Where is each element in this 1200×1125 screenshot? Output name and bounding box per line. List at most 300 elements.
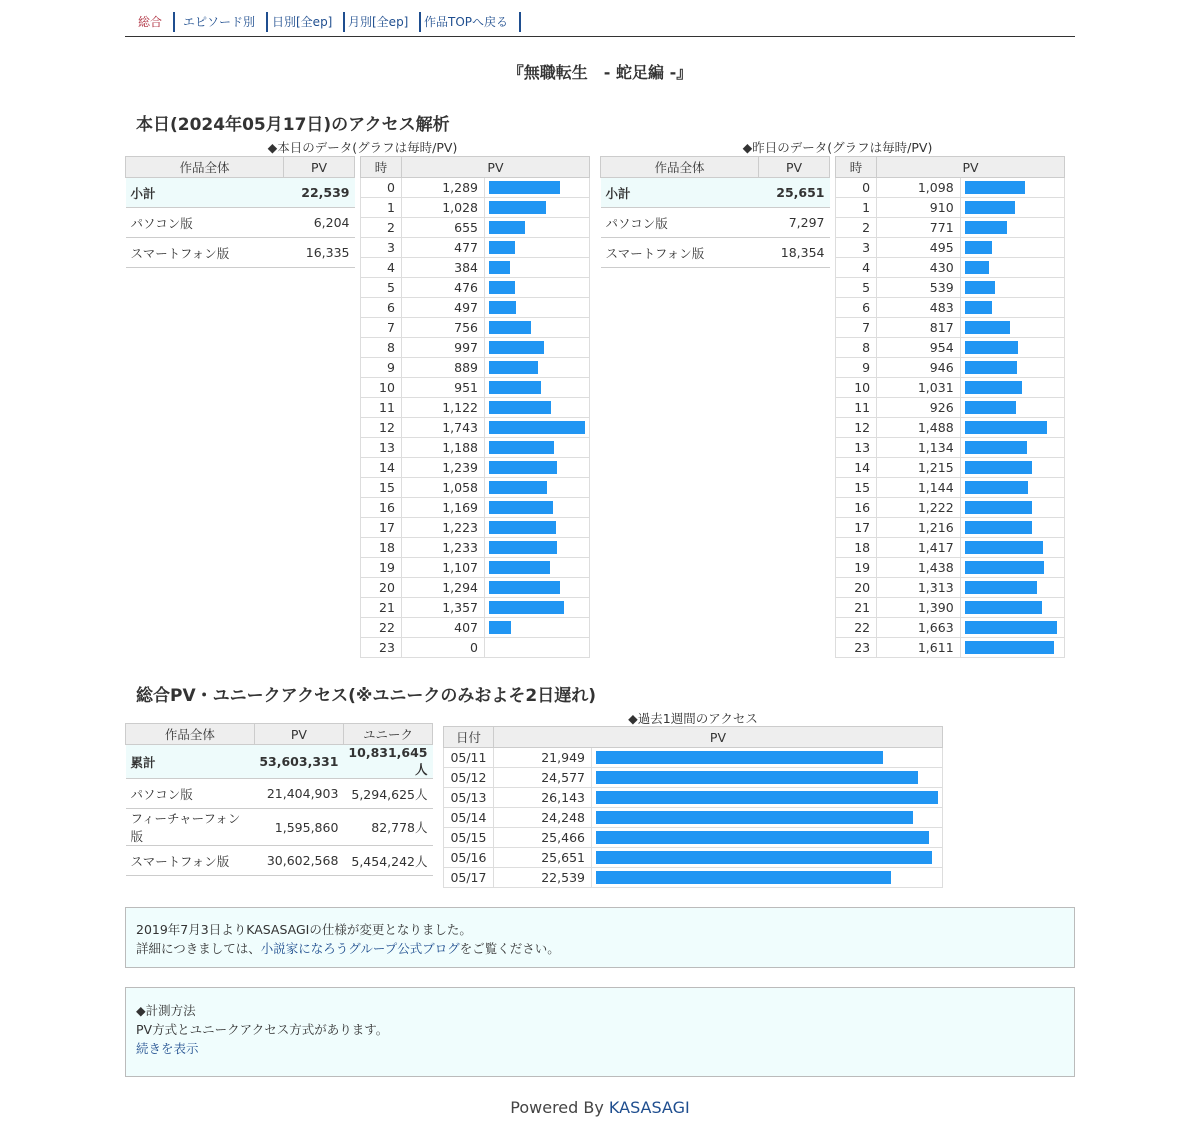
bar-cell <box>484 318 589 338</box>
pv-cell: 497 <box>401 298 484 318</box>
pv-cell: 997 <box>401 338 484 358</box>
pv-cell: 22,539 <box>493 868 591 888</box>
pv-cell: 1,222 <box>877 498 961 518</box>
week-row <box>444 768 943 788</box>
hour-cell: 12 <box>361 418 402 438</box>
hour-cell: 14 <box>836 458 877 478</box>
bar-cell <box>484 198 589 218</box>
hour-row <box>361 538 590 558</box>
hour-row <box>361 338 590 358</box>
pv-cell: 25,651 <box>493 848 591 868</box>
pv-bar <box>489 241 515 254</box>
hour-row <box>836 178 1065 198</box>
hour-row <box>836 478 1065 498</box>
bar-cell <box>484 298 589 318</box>
pv-bar <box>965 281 995 294</box>
bar-cell <box>960 398 1064 418</box>
pv-bar <box>489 581 560 594</box>
bar-cell <box>484 278 589 298</box>
bar-cell <box>591 808 942 828</box>
notice-line2 <box>136 939 560 957</box>
week-caption: ◆過去1週間のアクセス <box>628 711 758 726</box>
footer <box>125 1098 1075 1117</box>
bar-cell <box>484 518 589 538</box>
hour-cell: 14 <box>361 458 402 478</box>
hour-row <box>361 378 590 398</box>
hour-row <box>361 398 590 418</box>
pv-bar <box>965 561 1044 574</box>
bar-cell <box>960 638 1064 658</box>
hour-cell: 12 <box>836 418 877 438</box>
pv-cell: 1,233 <box>401 538 484 558</box>
hour-row <box>836 298 1065 318</box>
page-title: 『無職転生 - 蛇足編 -』 <box>507 63 693 82</box>
pv-cell: 910 <box>877 198 961 218</box>
pv-cell: 477 <box>401 238 484 258</box>
col-header: 時 <box>836 157 877 178</box>
pv-bar <box>489 401 551 414</box>
week-row <box>444 868 943 888</box>
pv-cell: 1,028 <box>401 198 484 218</box>
hour-row <box>361 198 590 218</box>
pv-bar <box>489 281 515 294</box>
hour-cell: 4 <box>361 258 402 278</box>
pv-cell: 1,216 <box>877 518 961 538</box>
bar-cell <box>484 618 589 638</box>
bar-cell <box>960 238 1064 258</box>
pv-bar <box>596 791 938 804</box>
col-header: PV <box>759 157 830 178</box>
bar-cell <box>484 238 589 258</box>
pv-cell: 817 <box>877 318 961 338</box>
pv-bar <box>965 461 1032 474</box>
bar-cell <box>960 358 1064 378</box>
row-value: 16,335 <box>284 238 355 268</box>
pv-bar <box>489 261 510 274</box>
hour-cell: 18 <box>361 538 402 558</box>
hour-row <box>836 498 1065 518</box>
col-header: 作品全体 <box>126 724 255 745</box>
pv-bar <box>489 561 550 574</box>
hour-row <box>836 198 1065 218</box>
pv-bar <box>489 381 541 394</box>
bar-cell <box>484 558 589 578</box>
col-header: 作品全体 <box>126 157 284 178</box>
bar-cell <box>484 538 589 558</box>
notice-line2-post: をご覧ください。 <box>459 941 560 956</box>
hour-cell: 2 <box>361 218 402 238</box>
hour-row <box>836 318 1065 338</box>
today-summary-table <box>125 156 355 268</box>
bar-cell <box>960 518 1064 538</box>
hour-cell: 0 <box>836 178 877 198</box>
hour-row <box>361 318 590 338</box>
bar-cell <box>484 438 589 458</box>
pv-cell: 1,098 <box>877 178 961 198</box>
official-blog-link[interactable]: 小説家になろうグループ公式ブログ <box>260 941 460 956</box>
hour-cell: 21 <box>836 598 877 618</box>
nav-daily[interactable]: 日別[全ep] <box>261 12 345 32</box>
hour-row <box>836 218 1065 238</box>
date-cell: 05/16 <box>444 848 494 868</box>
hour-row <box>361 278 590 298</box>
bar-cell <box>484 398 589 418</box>
pv-bar <box>965 541 1043 554</box>
bar-cell <box>484 418 589 438</box>
row-pv: 21,404,903 <box>254 779 343 809</box>
col-header: PV <box>877 157 1065 178</box>
hour-cell: 22 <box>836 618 877 638</box>
row-unique: 5,454,242人 <box>343 846 432 876</box>
hour-cell: 13 <box>836 438 877 458</box>
week-row <box>444 748 943 768</box>
nav-work-top[interactable]: 作品TOPへ戻る <box>413 12 521 32</box>
hour-cell: 17 <box>836 518 877 538</box>
pv-bar <box>965 341 1018 354</box>
hour-row <box>836 518 1065 538</box>
hour-row <box>361 498 590 518</box>
pv-bar <box>965 481 1028 494</box>
hour-cell: 15 <box>836 478 877 498</box>
pv-cell: 889 <box>401 358 484 378</box>
pv-cell: 1,058 <box>401 478 484 498</box>
pv-bar <box>965 401 1016 414</box>
hour-row <box>361 578 590 598</box>
hour-row <box>361 458 590 478</box>
kasasagi-link[interactable]: KASASAGI <box>608 1098 690 1117</box>
pv-cell: 24,248 <box>493 808 591 828</box>
pv-cell: 1,663 <box>877 618 961 638</box>
bar-cell <box>484 498 589 518</box>
bar-cell <box>484 218 589 238</box>
pv-cell: 407 <box>401 618 484 638</box>
pv-bar <box>489 501 553 514</box>
bar-cell <box>484 478 589 498</box>
hour-cell: 16 <box>361 498 402 518</box>
pv-cell: 1,488 <box>877 418 961 438</box>
bar-cell <box>960 538 1064 558</box>
hour-row <box>836 278 1065 298</box>
pv-cell: 655 <box>401 218 484 238</box>
hour-cell: 11 <box>361 398 402 418</box>
row-label: スマートフォン版 <box>126 238 284 268</box>
today-caption: ◆本日のデータ(グラフは毎時/PV) <box>267 140 458 155</box>
col-header: 日付 <box>444 727 494 748</box>
pv-bar <box>489 341 544 354</box>
hour-cell: 8 <box>361 338 402 358</box>
total-heading: 総合PV・ユニークアクセス(※ユニークのみおよそ2日遅れ) <box>136 686 596 706</box>
pv-cell: 1,357 <box>401 598 484 618</box>
nav-overall[interactable]: 総合 <box>127 12 175 32</box>
col-header: PV <box>254 724 343 745</box>
pv-bar <box>596 771 918 784</box>
col-header: 時 <box>361 157 402 178</box>
pv-bar <box>965 381 1022 394</box>
hour-row <box>836 398 1065 418</box>
pv-cell: 1,144 <box>877 478 961 498</box>
col-header: 作品全体 <box>601 157 759 178</box>
bar-cell <box>591 848 942 868</box>
date-cell: 05/11 <box>444 748 494 768</box>
hour-row <box>361 258 590 278</box>
hour-cell: 16 <box>836 498 877 518</box>
top-nav <box>125 8 1075 37</box>
bar-cell <box>960 198 1064 218</box>
hour-row <box>836 258 1065 278</box>
hour-cell: 19 <box>361 558 402 578</box>
hour-row <box>361 518 590 538</box>
pv-bar <box>489 321 531 334</box>
pv-cell: 954 <box>877 338 961 358</box>
pv-bar <box>489 421 585 434</box>
pv-bar <box>489 621 511 634</box>
bar-cell <box>484 338 589 358</box>
pv-bar <box>489 461 557 474</box>
pv-bar <box>965 521 1032 534</box>
footer-text: Powered By <box>510 1098 609 1117</box>
date-cell: 05/14 <box>444 808 494 828</box>
hour-row <box>836 538 1065 558</box>
hour-row <box>361 638 590 658</box>
pv-bar <box>965 581 1037 594</box>
hour-cell: 0 <box>361 178 402 198</box>
hour-cell: 20 <box>836 578 877 598</box>
hour-cell: 3 <box>836 238 877 258</box>
week-row <box>444 808 943 828</box>
hour-row <box>836 458 1065 478</box>
pv-cell: 1,223 <box>401 518 484 538</box>
row-pv: 30,602,568 <box>254 846 343 876</box>
hour-cell: 6 <box>361 298 402 318</box>
today-hourly-table <box>360 156 590 658</box>
hour-row <box>361 598 590 618</box>
bar-cell <box>960 478 1064 498</box>
hour-row <box>361 558 590 578</box>
bar-cell <box>960 218 1064 238</box>
date-cell: 05/15 <box>444 828 494 848</box>
pv-cell: 1,122 <box>401 398 484 418</box>
pv-bar <box>965 181 1025 194</box>
pv-cell: 539 <box>877 278 961 298</box>
bar-cell <box>591 828 942 848</box>
hour-row <box>361 178 590 198</box>
pv-bar <box>489 361 538 374</box>
pv-cell: 495 <box>877 238 961 258</box>
bar-cell <box>960 338 1064 358</box>
hour-cell: 20 <box>361 578 402 598</box>
hour-cell: 21 <box>361 598 402 618</box>
pv-cell: 1,239 <box>401 458 484 478</box>
pv-bar <box>596 871 891 884</box>
hour-row <box>361 298 590 318</box>
row-value: 22,539 <box>284 178 355 208</box>
pv-bar <box>965 321 1010 334</box>
bar-cell <box>960 258 1064 278</box>
week-row <box>444 788 943 808</box>
nav-monthly[interactable]: 月別[全ep] <box>337 12 421 32</box>
pv-bar <box>965 601 1042 614</box>
hour-cell: 13 <box>361 438 402 458</box>
pv-cell: 1,031 <box>877 378 961 398</box>
row-label: スマートフォン版 <box>126 846 255 876</box>
pv-cell: 1,188 <box>401 438 484 458</box>
pv-bar <box>596 811 913 824</box>
hour-cell: 10 <box>361 378 402 398</box>
date-cell: 05/17 <box>444 868 494 888</box>
hour-row <box>836 378 1065 398</box>
bar-cell <box>484 598 589 618</box>
hour-cell: 19 <box>836 558 877 578</box>
bar-cell <box>960 178 1064 198</box>
hour-cell: 15 <box>361 478 402 498</box>
nav-episode[interactable]: エピソード別 <box>172 12 268 32</box>
pv-bar <box>489 481 547 494</box>
spec-change-notice <box>125 907 1075 968</box>
hour-row <box>836 338 1065 358</box>
col-header: PV <box>401 157 589 178</box>
pv-cell: 483 <box>877 298 961 318</box>
row-pv: 1,595,860 <box>254 809 343 846</box>
bar-cell <box>484 638 589 658</box>
today-heading: 本日(2024年05月17日)のアクセス解析 <box>136 115 450 135</box>
row-label: スマートフォン版 <box>601 238 759 268</box>
row-label: パソコン版 <box>601 208 759 238</box>
hour-row <box>836 578 1065 598</box>
week-table <box>443 726 943 888</box>
pv-bar <box>596 851 932 864</box>
bar-cell <box>484 458 589 478</box>
row-label: パソコン版 <box>126 779 255 809</box>
hour-cell: 23 <box>836 638 877 658</box>
row-value: 6,204 <box>284 208 355 238</box>
pv-bar <box>489 301 516 314</box>
pv-cell: 1,417 <box>877 538 961 558</box>
pv-bar <box>489 541 557 554</box>
row-label: フィーチャーフォン版 <box>126 809 255 846</box>
row-pv: 53,603,331 <box>254 745 343 779</box>
row-label: 小計 <box>126 178 284 208</box>
hour-cell: 11 <box>836 398 877 418</box>
pv-cell: 1,169 <box>401 498 484 518</box>
row-label: パソコン版 <box>126 208 284 238</box>
bar-cell <box>484 578 589 598</box>
row-label: 累計 <box>126 745 255 779</box>
hour-cell: 23 <box>361 638 402 658</box>
show-more-link[interactable]: 続きを表示 <box>136 1041 199 1056</box>
bar-cell <box>484 178 589 198</box>
pv-bar <box>965 441 1027 454</box>
week-row <box>444 848 943 868</box>
hour-row <box>361 418 590 438</box>
hour-cell: 1 <box>361 198 402 218</box>
pv-cell: 1,294 <box>401 578 484 598</box>
pv-bar <box>489 201 546 214</box>
bar-cell <box>960 598 1064 618</box>
hour-row <box>361 618 590 638</box>
col-header: PV <box>493 727 942 748</box>
hour-cell: 7 <box>836 318 877 338</box>
pv-bar <box>596 831 929 844</box>
pv-cell: 946 <box>877 358 961 378</box>
pv-bar <box>965 361 1017 374</box>
measurement-notice <box>125 987 1075 1077</box>
hour-cell: 10 <box>836 378 877 398</box>
pv-cell: 384 <box>401 258 484 278</box>
pv-cell: 21,949 <box>493 748 591 768</box>
hour-row <box>836 618 1065 638</box>
row-value: 25,651 <box>759 178 830 208</box>
row-unique: 82,778人 <box>343 809 432 846</box>
pv-bar <box>965 641 1054 654</box>
pv-cell: 1,313 <box>877 578 961 598</box>
hour-cell: 5 <box>836 278 877 298</box>
yesterday-caption: ◆昨日のデータ(グラフは毎時/PV) <box>742 140 933 155</box>
hour-cell: 9 <box>361 358 402 378</box>
hour-cell: 22 <box>361 618 402 638</box>
bar-cell <box>960 498 1064 518</box>
bar-cell <box>591 788 942 808</box>
hour-row <box>361 218 590 238</box>
pv-cell: 24,577 <box>493 768 591 788</box>
hour-cell: 6 <box>836 298 877 318</box>
bar-cell <box>960 438 1064 458</box>
col-header: ユニーク <box>343 724 432 745</box>
hour-row <box>836 358 1065 378</box>
bar-cell <box>484 258 589 278</box>
hour-row <box>361 478 590 498</box>
pv-cell: 26,143 <box>493 788 591 808</box>
pv-bar <box>489 601 564 614</box>
pv-bar <box>489 441 554 454</box>
bar-cell <box>960 558 1064 578</box>
pv-cell: 1,134 <box>877 438 961 458</box>
pv-cell: 1,390 <box>877 598 961 618</box>
pv-cell: 1,107 <box>401 558 484 578</box>
pv-bar <box>965 301 992 314</box>
hour-row <box>836 638 1065 658</box>
pv-bar <box>965 621 1057 634</box>
hour-cell: 17 <box>361 518 402 538</box>
hour-row <box>836 418 1065 438</box>
hour-cell: 9 <box>836 358 877 378</box>
pv-cell: 1,215 <box>877 458 961 478</box>
bar-cell <box>960 578 1064 598</box>
date-cell: 05/13 <box>444 788 494 808</box>
pv-bar <box>489 521 556 534</box>
hour-cell: 3 <box>361 238 402 258</box>
bar-cell <box>591 748 942 768</box>
hour-row <box>836 558 1065 578</box>
hour-cell: 8 <box>836 338 877 358</box>
row-unique: 5,294,625人 <box>343 779 432 809</box>
hour-cell: 4 <box>836 258 877 278</box>
pv-bar <box>965 501 1032 514</box>
row-label: 小計 <box>601 178 759 208</box>
pv-bar <box>965 201 1015 214</box>
hour-cell: 18 <box>836 538 877 558</box>
measurement-text: PV方式とユニークアクセス方式があります。 <box>136 1022 389 1037</box>
bar-cell <box>484 358 589 378</box>
col-header: PV <box>284 157 355 178</box>
hour-cell: 1 <box>836 198 877 218</box>
total-table <box>125 723 433 876</box>
hour-row <box>836 598 1065 618</box>
bar-cell <box>960 278 1064 298</box>
bar-cell <box>591 768 942 788</box>
pv-cell: 476 <box>401 278 484 298</box>
date-cell: 05/12 <box>444 768 494 788</box>
pv-cell: 1,438 <box>877 558 961 578</box>
